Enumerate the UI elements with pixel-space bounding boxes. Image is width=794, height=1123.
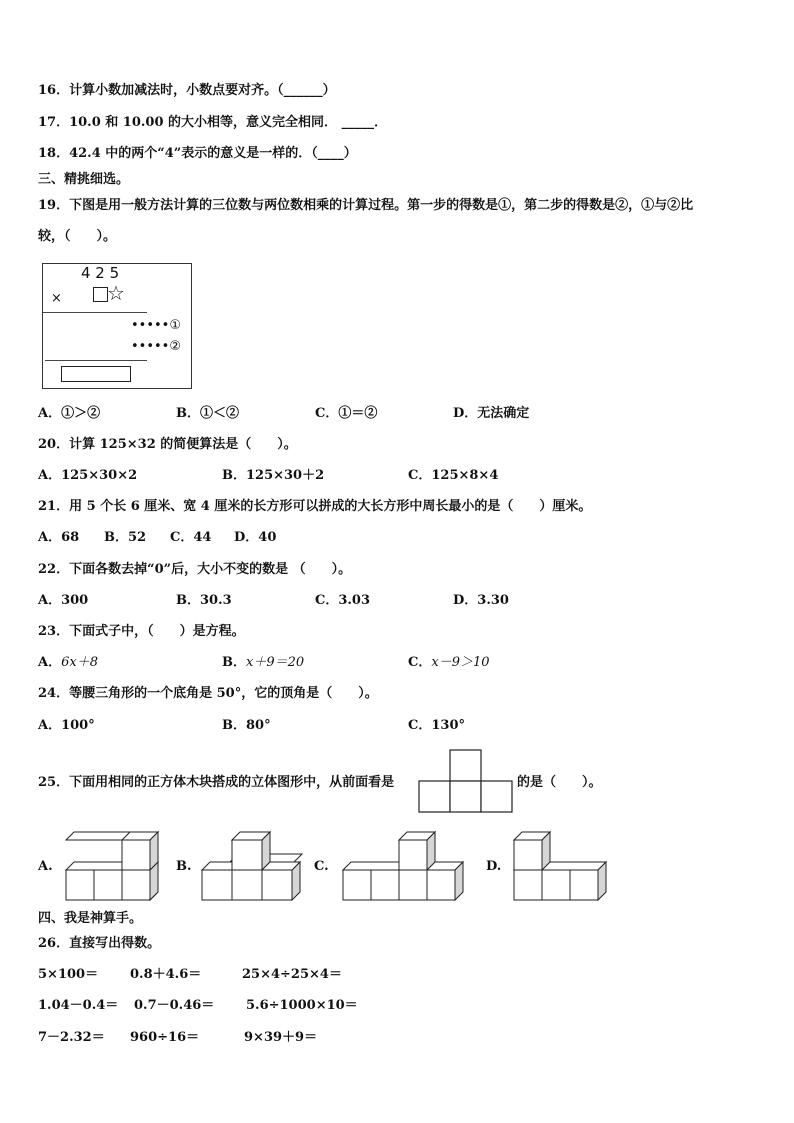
multiplication-figure <box>42 263 192 389</box>
question-18: 18．42.4 中的两个“4”表示的意义是一样的．（____） <box>38 146 357 161</box>
q21-option-c[interactable]: C．44 <box>170 530 212 545</box>
q24-option-a[interactable]: A．100° <box>38 718 95 733</box>
star-icon: ☆ <box>107 281 125 305</box>
question-23: 23．下面式子中，（ ）是方程。 <box>38 624 245 639</box>
q20-option-a[interactable]: A．125×30×2 <box>38 468 138 483</box>
cube-figure-c[interactable] <box>343 828 469 902</box>
question-25-suffix: 的是（ ）。 <box>517 775 602 790</box>
front-view-figure <box>418 749 514 813</box>
calc-1-2[interactable]: 0.8＋4.6＝ <box>130 967 202 982</box>
divider-line <box>43 312 147 313</box>
question-24: 24．等腰三角形的一个底角是 50°，它的顶角是（ ）。 <box>38 686 378 701</box>
step-1-label: •••••① <box>131 318 181 333</box>
divider-line <box>45 360 147 361</box>
multiplicand: 4 2 5 <box>81 264 120 282</box>
option-label: B． <box>222 655 246 670</box>
calc-3-2[interactable]: 960÷16＝ <box>130 1030 200 1045</box>
q25-option-b[interactable]: B. <box>176 859 192 874</box>
question-19-line1: 19．下图是用一般方法计算的三位数与两位数相乘的计算过程。第一步的得数是①，第二步的得数是②，①与②比 <box>38 198 694 213</box>
option-expression: x＋9＝20 <box>246 655 305 670</box>
question-22: 22．下面各数去掉“0”后，大小不变的数是 （ ）。 <box>38 562 352 577</box>
question-21: 21．用 5 个长 6 厘米、宽 4 厘米的长方形可以拼成的大长方形中周长最小的是（ ）厘米。 <box>38 499 592 514</box>
option-expression: x－9＞10 <box>431 655 490 670</box>
q23-option-b[interactable] <box>222 654 304 672</box>
q20-option-b[interactable]: B．125×30＋2 <box>222 468 325 483</box>
section-3-heading: 三、精挑细选。 <box>38 172 130 187</box>
q24-option-b[interactable]: B．80° <box>222 718 271 733</box>
q19-option-a[interactable]: A．①＞② <box>38 406 101 421</box>
option-label: A． <box>38 655 62 670</box>
question-26: 26．直接写出得数。 <box>38 936 161 951</box>
q19-option-d[interactable]: D．无法确定 <box>453 406 530 421</box>
calc-1-1[interactable]: 5×100＝ <box>38 967 99 982</box>
cube-figure-a[interactable] <box>66 828 170 902</box>
q25-option-d[interactable]: D. <box>486 859 502 874</box>
calc-1-3[interactable]: 25×4÷25×4＝ <box>242 967 342 982</box>
q24-option-c[interactable]: C．130° <box>408 718 465 733</box>
q25-option-c[interactable]: C. <box>314 859 329 874</box>
question-16: 16．计算小数加减法时，小数点要对齐。（______） <box>38 83 336 98</box>
q21-option-b[interactable]: B．52 <box>104 530 147 545</box>
cube-figure-d[interactable] <box>514 828 618 902</box>
result-box <box>61 366 131 382</box>
times-sign: × <box>51 291 62 306</box>
question-17: 17．10.0 和 10.00 的大小相等，意义完全相同． _____． <box>38 115 388 130</box>
q23-option-c[interactable] <box>408 654 490 672</box>
q21-option-d[interactable]: D．40 <box>234 530 277 545</box>
q19-option-c[interactable]: C．①＝② <box>315 406 378 421</box>
q22-option-a[interactable]: A．300 <box>38 593 89 608</box>
blank-square-icon <box>93 287 108 302</box>
calc-3-3[interactable]: 9×39＋9＝ <box>244 1030 318 1045</box>
cube-figure-b[interactable] <box>202 828 312 902</box>
question-20: 20．计算 125×32 的简便算法是（ ）。 <box>38 437 297 452</box>
section-4-heading: 四、我是神算手。 <box>38 911 143 926</box>
option-expression: 6x＋8 <box>61 655 98 670</box>
q19-option-b[interactable]: B．①＜② <box>176 406 239 421</box>
calc-2-2[interactable]: 0.7－0.46＝ <box>134 998 215 1013</box>
q22-option-d[interactable]: D．3.30 <box>453 593 509 608</box>
q22-option-b[interactable]: B．30.3 <box>176 593 232 608</box>
calc-3-1[interactable]: 7－2.32＝ <box>38 1030 105 1045</box>
q20-option-c[interactable]: C．125×8×4 <box>408 468 499 483</box>
calc-2-3[interactable]: 5.6÷1000×10＝ <box>246 998 358 1013</box>
q23-option-a[interactable] <box>38 654 98 672</box>
q21-option-a[interactable]: A．68 <box>38 530 80 545</box>
q22-option-c[interactable]: C．3.03 <box>315 593 371 608</box>
question-19-line2: 较，（ ）。 <box>38 229 117 244</box>
option-label: C． <box>408 655 432 670</box>
calc-2-1[interactable]: 1.04－0.4＝ <box>38 998 119 1013</box>
step-2-label: •••••② <box>131 339 181 354</box>
q25-option-a[interactable]: A. <box>38 859 53 874</box>
question-25-prefix: 25．下面用相同的正方体木块搭成的立体图形中，从前面看是 <box>38 775 395 790</box>
